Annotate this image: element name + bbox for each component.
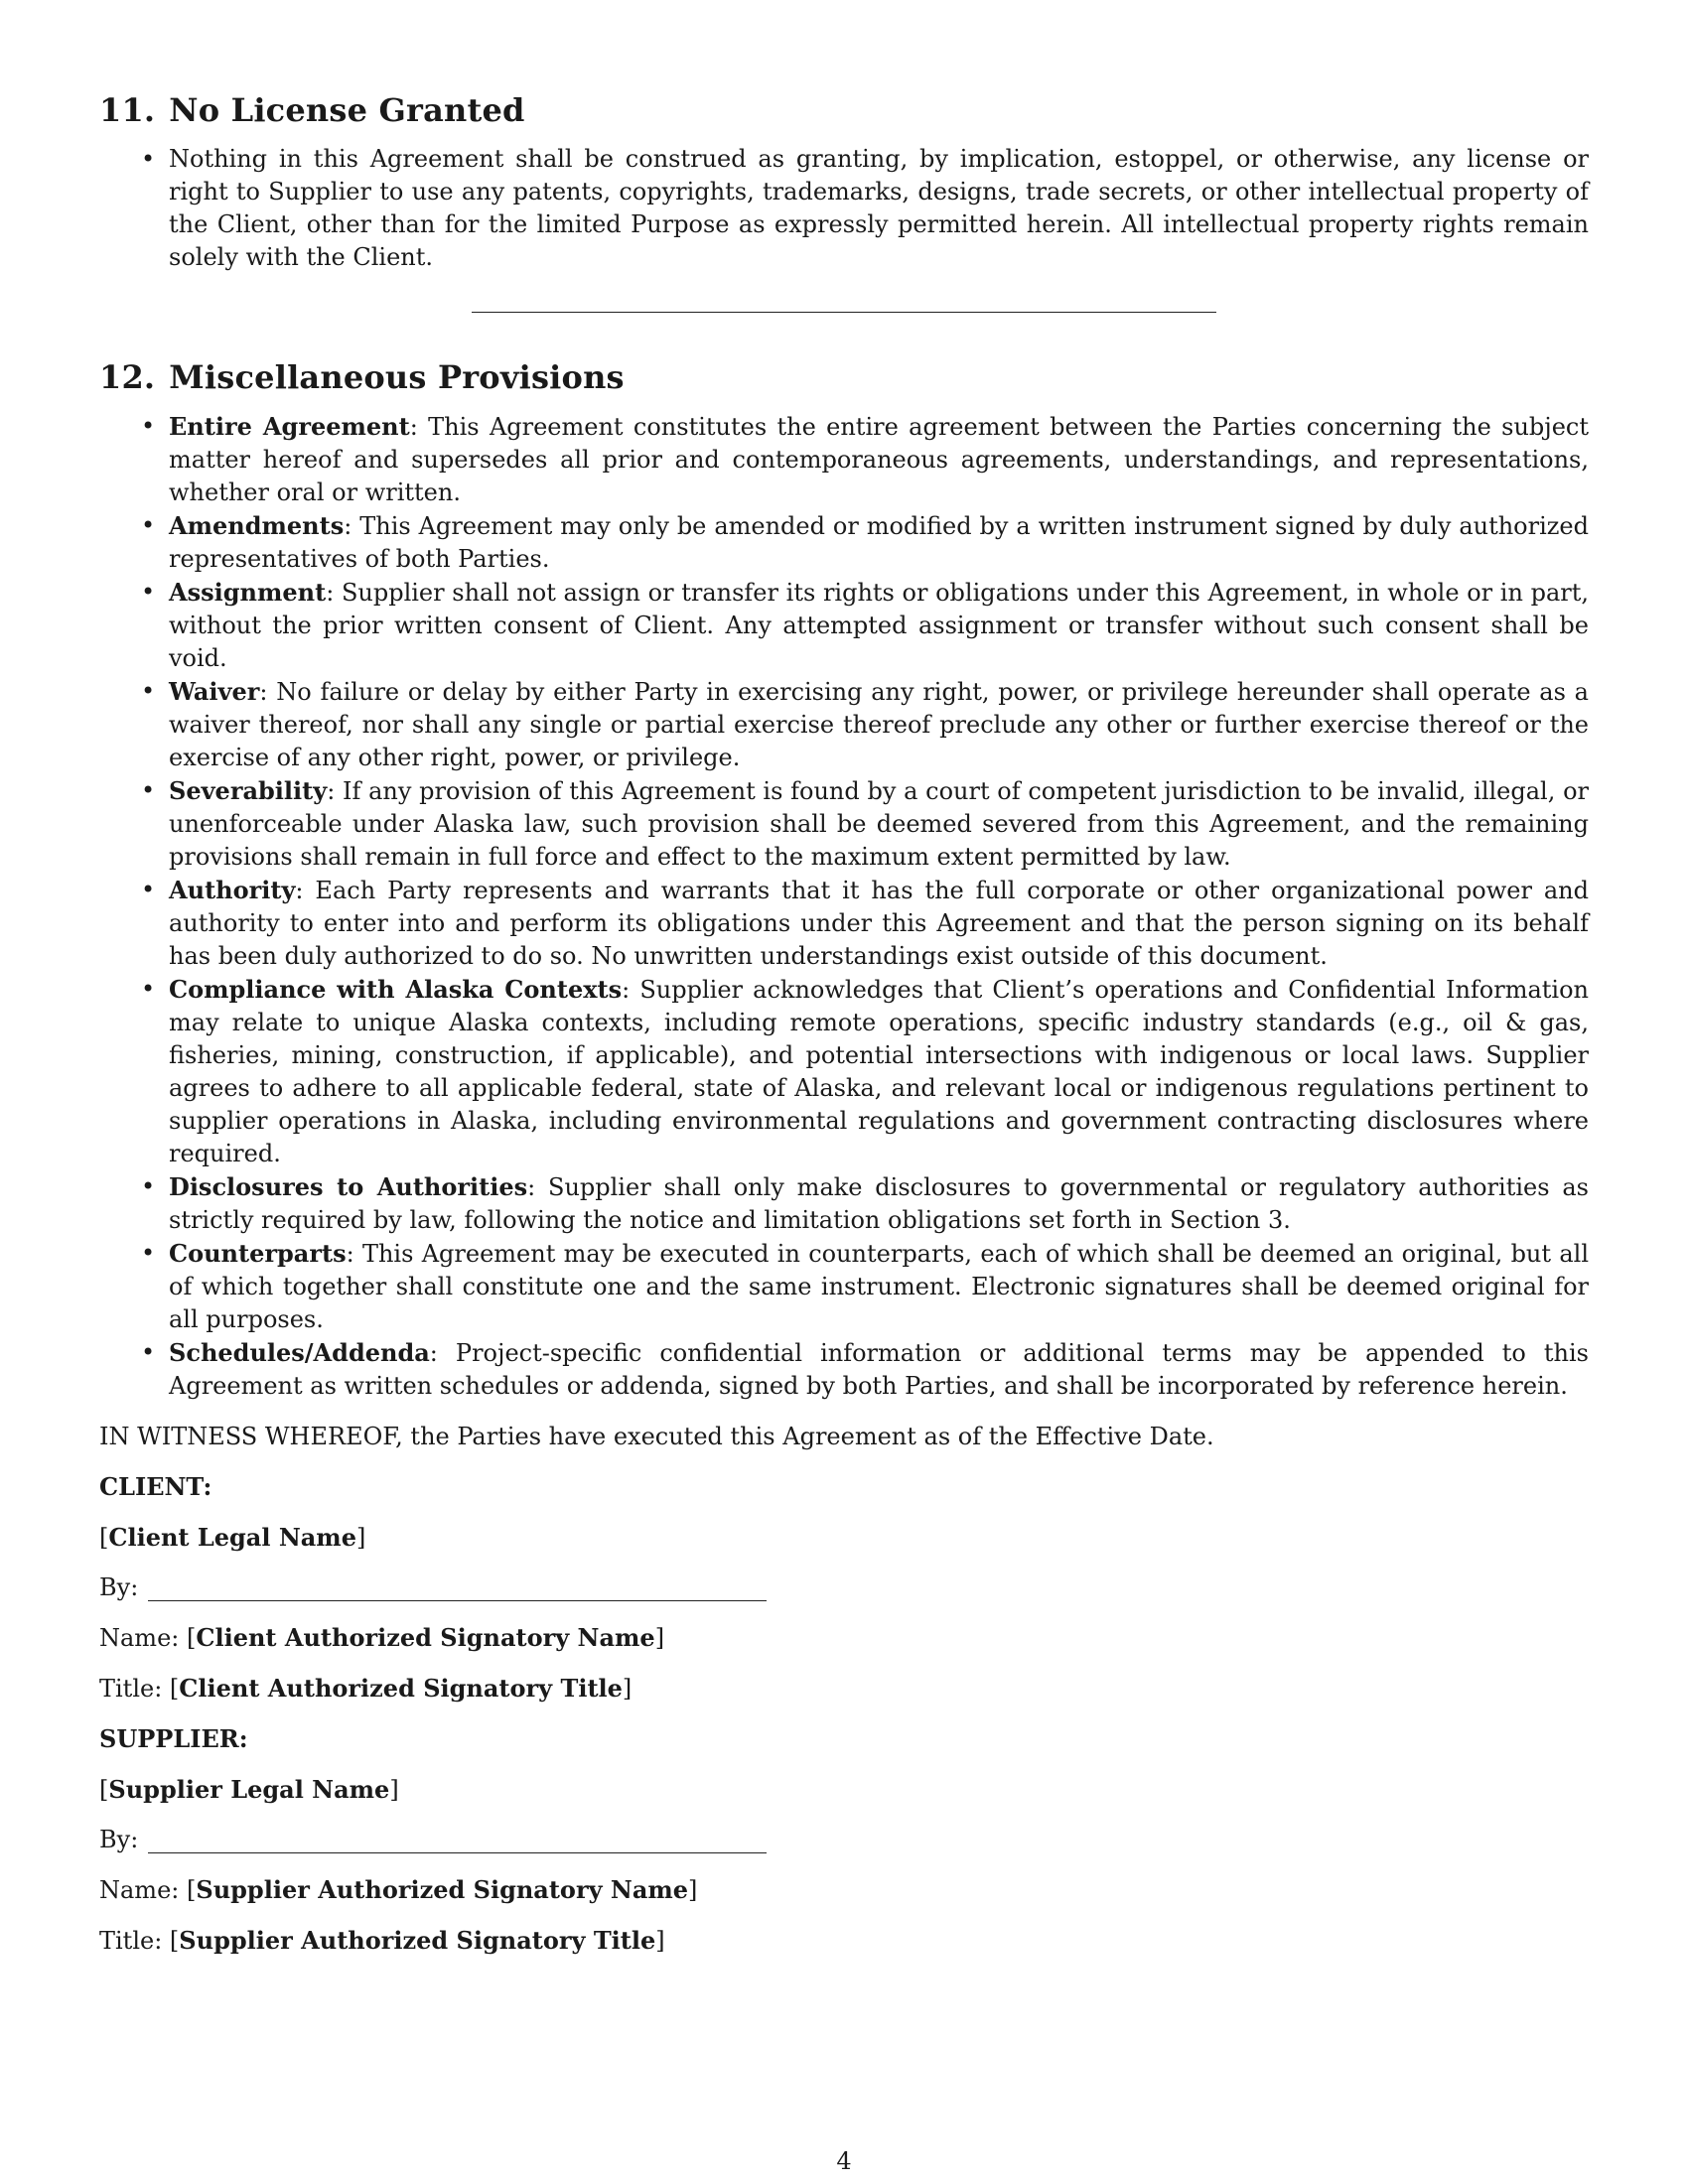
supplier-heading [99,1722,1589,1756]
by-label: By: [99,1826,139,1853]
document-page [99,91,1589,1958]
provision-text: : Supplier acknowledges that Client’s operations and Confidential Information may relate to unique Alaska contexts, including remote operations, specific industry standards (e.g., oil & gas, fisheries, mining, construction, if applicable), and potential intersections with indigenous or local laws. Supplier agrees to adhere to all applicable federal, state of Alaska, and relevant local or indigenous regulations pertinent to supplier operations in Alaska, including environmental regulations and government contracting disclosures where required. [169,976,1589,1167]
list-item [169,509,1589,576]
list-item [169,1237,1589,1336]
list-item [169,874,1589,973]
provision-text: : This Agreement constitutes the entire agreement between the Parties concerning the subject matter hereof and supersedes all prior and contemporaneous agreements, understandings, and representations, whether oral or written. [169,413,1589,506]
bullet-list [99,143,1589,274]
list-item [169,675,1589,774]
provision-text: : Each Party represents and warrants that it has the full corporate or other organizational power and authority to enter into and perform its obligations under this Agreement and that the person signing on its behalf has been duly authorized to do so. No unwritten understandings exist outside of this document. [169,877,1589,970]
title-label: Title: [99,1927,163,1955]
provision-term: Compliance with Alaska Contexts [169,975,623,1004]
section-title: No License Granted [169,91,525,129]
list-item [169,1336,1589,1403]
section-no-license [99,91,1589,274]
provision-term: Authority [169,876,296,904]
name-value: Client Authorized Signatory Name [196,1623,655,1652]
provision-term: Schedules/Addenda [169,1338,430,1367]
list-item [169,410,1589,509]
provision-text: : No failure or delay by either Party in exercising any right, power, or privilege hereunder shall operate as a waiver thereof, nor shall any single or partial exercise thereof preclude any other or further exercise thereof or the exercise of any other right, power, or privilege. [169,678,1589,771]
page-number: 4 [836,2147,852,2175]
section-miscellaneous [99,358,1589,1403]
provision-text: : Project-specific confidential information or additional terms may be appended to this Agreement as written schedules or addenda, signed by both Parties, and shall be incorporated by reference herein. [169,1339,1589,1400]
provision-term: Waiver [169,677,260,706]
supplier-legal-name-text: Supplier Legal Name [108,1775,390,1804]
client-legal-name: [Client Legal Name] [99,1523,366,1552]
horizontal-divider [472,312,1216,313]
list-item [169,1170,1589,1237]
section-heading [99,358,1589,396]
client-signatory-name: Name: [Client Authorized Signatory Name] [99,1623,665,1652]
name-label: Name: [99,1624,180,1652]
provision-text: : This Agreement may only be amended or modified by a written instrument signed by duly authorized representatives of both Parties. [169,512,1589,573]
provision-text: : Supplier shall not assign or transfer its rights or obligations under this Agreement, in whole or in part, without the prior written consent of Client. Any attempted assignment or transfer without such consent shall be void. [169,579,1589,672]
provision-term: Assignment [169,578,327,607]
section-number: 12. [99,358,156,396]
provision-term: Entire Agreement [169,412,410,441]
section-number: 11. [99,91,156,129]
provision-term: Severability [169,776,328,805]
provision-text: : Supplier shall only make disclosures to governmental or regulatory authorities as strictly required by law, following the notice and limitation obligations set forth in Section 3. [169,1173,1589,1234]
section-heading [99,91,1589,129]
supplier-signature-block [99,1722,1589,1958]
title-value: Supplier Authorized Signatory Title [179,1926,656,1955]
provision-text: : If any provision of this Agreement is found by a court of competent jurisdiction to be invalid, illegal, or unenforceable under Alaska law, such provision shall be deemed severed from this Agreement, and the remaining provisions shall remain in full force and effect to the maximum extent permitted by law. [169,777,1589,871]
provision-term: Amendments [169,511,345,540]
supplier-heading-text: SUPPLIER: [99,1724,248,1753]
title-label: Title: [99,1675,163,1703]
supplier-legal-name: [Supplier Legal Name] [99,1775,399,1804]
title-value: Client Authorized Signatory Title [179,1674,623,1703]
name-label: Name: [99,1876,180,1904]
provision-term: Counterparts [169,1239,347,1268]
provision-text: : This Agreement may be executed in counterparts, each of which shall be deemed an original, but all of which together shall constitute one and the same instrument. Electronic signatures shall be deemed original for all purposes. [169,1240,1589,1333]
witness-statement: IN WITNESS WHEREOF, the Parties have executed this Agreement as of the Effective Date. [99,1423,1214,1450]
supplier-signatory-title: Title: [Supplier Authorized Signatory Title] [99,1926,665,1955]
list-item: • Nothing in this Agreement shall be construed as granting, by implication, estoppel, or otherwise, any license or right to Supplier to use any patents, copyrights, trademarks, designs, trade secrets, or other intellectual property of the Client, other than for the limited Purpose as expressly permitted herein. All intellectual property rights remain solely with the Client. [169,143,1589,274]
client-signatory-title: Title: [Client Authorized Signatory Title] [99,1674,633,1703]
bullet-list [99,410,1589,1403]
client-signature-line [99,1571,1589,1604]
client-signature-block [99,1470,1589,1706]
by-label: By: [99,1573,139,1601]
signature-blank[interactable] [148,1851,767,1853]
list-item [169,774,1589,874]
client-heading-text: CLIENT: [99,1472,212,1501]
list-item [169,576,1589,675]
provision-term: Disclosures to Authorities [169,1172,528,1201]
list-item [169,973,1589,1170]
client-heading [99,1470,1589,1504]
supplier-signatory-name: Name: [Supplier Authorized Signatory Name] [99,1875,698,1904]
section-title: Miscellaneous Provisions [169,358,625,396]
signature-blank[interactable] [148,1599,767,1601]
supplier-signature-line [99,1824,1589,1856]
client-legal-name-text: Client Legal Name [108,1523,356,1552]
name-value: Supplier Authorized Signatory Name [196,1875,689,1904]
